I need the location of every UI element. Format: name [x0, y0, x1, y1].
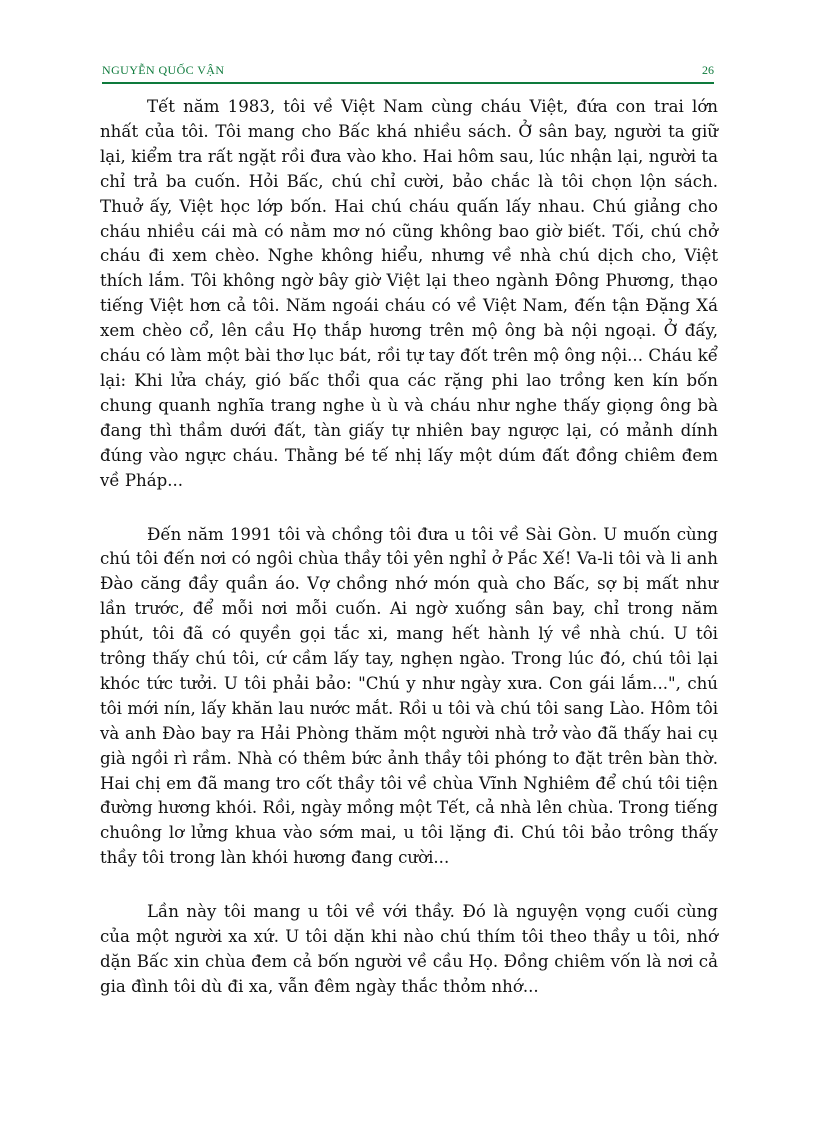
page-number: 26 — [702, 63, 714, 77]
body-text — [100, 95, 718, 1029]
header-author: NGUYỄN QUỐC VẬN — [102, 63, 225, 77]
page-header — [102, 60, 714, 84]
paragraph: Lần này tôi mang u tôi về với thầy. Đó là nguyện vọng cuối cùng của một người xa xứ. U tôi dặn khi nào chú thím tôi theo thầy u tôi, nhớ dặn Bấc xin chùa đem cả bốn người về cầu Họ. Đồng chiêm vốn là nơi cả gia đình tôi dù đi xa, vẫn đêm ngày thắc thỏm nhớ... — [100, 902, 718, 996]
paragraph: Đến năm 1991 tôi và chồng tôi đưa u tôi về Sài Gòn. U muốn cùng chú tôi đến nơi có ngôi chùa thầy tôi yên nghỉ ở Pắc Xế! Va-li tôi và li anh Đào căng đầy quần áo. Vợ chồng nhớ món quà cho Bấc, sợ bị mất như lần trước, để mỗi nơi mỗi cuốn. Ai ngờ xuống sân bay, chỉ trong năm phút, tôi đã có quyền gọi tắc xi, mang hết hành lý về nhà chú. U tôi trông thấy chú tôi, cứ cầm lấy tay, nghẹn ngào. Trong lúc đó, chú tôi lại khóc tức tưởi. U tôi phải bảo: "Chú y như ngày xưa. Con gái lắm...", chú tôi mới nín, lấy khăn lau nước mắt. Rồi u tôi và chú tôi sang Lào. Hôm tôi và anh Đào bay ra Hải Phòng thăm một người nhà trở vào đã thấy hai cụ già ngồi rì rầm. Nhà có thêm bức ảnh thầy tôi phóng to đặt trên bàn thờ. Hai chị em đã mang tro cốt thầy tôi về chùa Vĩnh Nghiêm để chú tôi tiện đường hương khói. Rồi, ngày mồng một Tết, cả nhà lên chùa. Trong tiếng chuông lơ lửng khua vào sớm mai, u tôi lặng đi. Chú tôi bảo trông thấy thầy tôi trong làn khói hương đang cười... — [100, 524, 718, 868]
paragraph: Tết năm 1983, tôi về Việt Nam cùng cháu Việt, đứa con trai lớn nhất của tôi. Tôi mang cho Bấc khá nhiều sách. Ở sân bay, người ta giữ lại, kiểm tra rất ngặt rồi đưa vào kho. Hai hôm sau, lúc nhận lại, người ta chỉ trả ba cuốn. Hỏi Bấc, chú chỉ cười, bảo chắc là tôi chọn lộn sách. Thuở ấy, Việt học lớp bốn. Hai chú cháu quấn lấy nhau. Chú giảng cho cháu nhiều cái mà có nằm mơ nó cũng không bao giờ biết. Tối, chú chở cháu đi xem chèo. Nghe không hiểu, nhưng về nhà chú dịch cho, Việt thích lắm. Tôi không ngờ bây giờ Việt lại theo ngành Đông Phương, thạo tiếng Việt hơn cả tôi. Năm ngoái cháu có về Việt Nam, đến tận Đặng Xá xem chèo cổ, lên cầu Họ thắp hương trên mộ ông bà nội ngoại. Ở đấy, cháu có làm một bài thơ lục bát, rồi tự tay đốt trên mộ ông nội... Cháu kể lại: Khi lửa cháy, gió bấc thổi qua các rặng phi lao trồng ken kín bốn chung quanh nghĩa trang nghe ù ù và cháu như nghe thấy giọng ông bà đang thì thầm dưới đất, tàn giấy tự nhiên bay ngược lại, có mảnh dính đúng vào ngực cháu. Thằng bé tế nhị lấy một dúm đất đồng chiêm đem về Pháp... — [100, 97, 718, 490]
